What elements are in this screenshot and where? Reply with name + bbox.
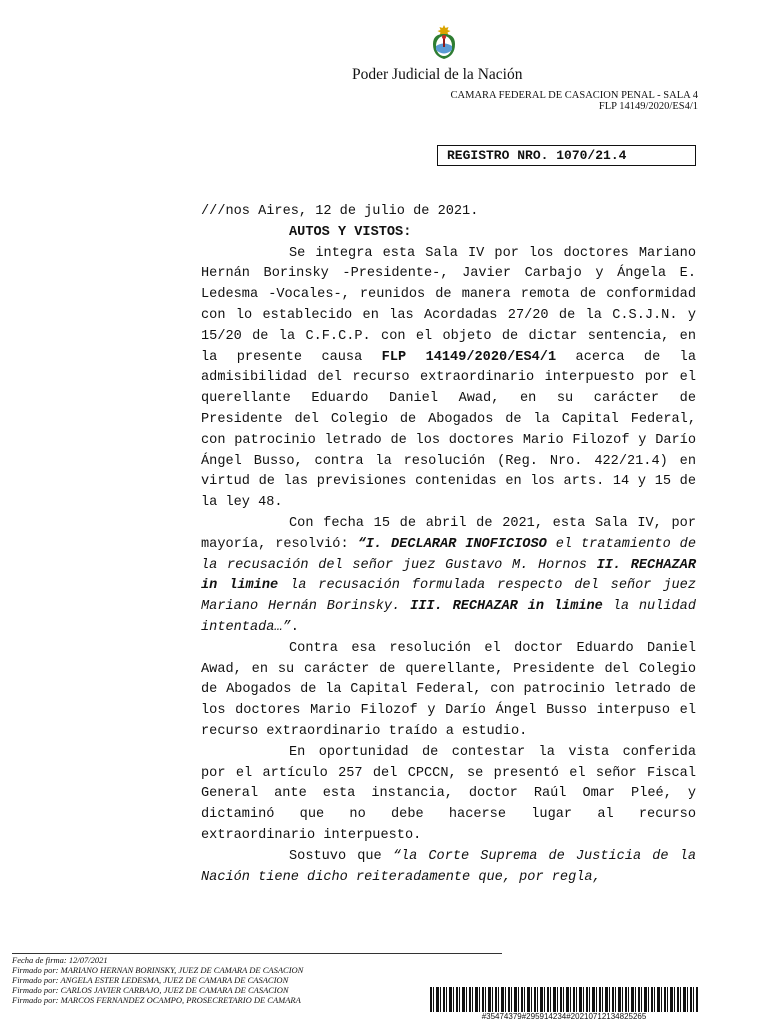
- paragraph-resolution: Con fecha 15 de abril de 2021, esta Sala IV, por mayoría, resolvió: “I. DECLARAR INOFICIOSO el tratamiento de la recusación del señor juez Gustavo M. Hornos II. RECHAZAR in limine la recusación formulada respecto del señor juez Mariano Hernán Borinsky. III. RECHAZAR in limine la nulidad intentada…”.: [201, 515, 696, 635]
- argentina-coat-of-arms-icon: [429, 22, 459, 62]
- paragraph-argument: Sostuvo que “la Corte Suprema de Justicia de la Nación tiene dicho reiteradamente que, por regla,: [201, 848, 696, 885]
- barcode-icon: [430, 987, 698, 1013]
- signer-line: Firmado por: MARCOS FERNANDEZ OCAMPO, PROSECRETARIO DE CAMARA: [12, 995, 301, 1005]
- date-line: ///nos Aires, 12 de julio de 2021.: [201, 204, 479, 219]
- signature-date: Fecha de firma: 12/07/2021: [12, 955, 108, 965]
- signer-line: Firmado por: CARLOS JAVIER CARBAJO, JUEZ DE CAMARA DE CASACION: [12, 985, 289, 995]
- footer-divider: [12, 953, 502, 954]
- paragraph-integration: Se integra esta Sala IV por los doctores Mariano Hernán Borinsky -Presidente-, Javier Carbajo y Ángela E. Ledesma -Vocales-, reunidos de manera remota de conformidad con lo establecido en las Acordadas 27/20 de la C.S.J.N. y 15/20 de la C.F.C.P. con el objeto de dictar sentencia, en la presente causa FLP 14149/2020/ES4/1 acerca de la admisibilidad del recurso extraordinario interpuesto por el querellante Eduardo Daniel Awad, en su carácter de Presidente del Colegio de Abogados de la Capital Federal, con patrocinio letrado de los doctores Mario Filozof y Darío Ángel Busso, contra la resolución (Reg. Nro. 422/21.4) en virtud de las previsiones contenidas en los arts. 14 y 15 de la ley 48.: [201, 245, 696, 511]
- section-heading: AUTOS Y VISTOS:: [289, 224, 412, 240]
- case-code: FLP 14149/2020/ES4/1: [598, 101, 698, 112]
- paragraph-prosecutor: En oportunidad de contestar la vista conferida por el artículo 257 del CPCCN, se presentó el señor Fiscal General ante esta instancia, doctor Raúl Omar Pleé, y dictaminó que no debe hacerse lugar al recurso extraordinario interpuesto.: [201, 744, 696, 843]
- chamber-name: CAMARA FEDERAL DE CASACION PENAL - SALA 4: [450, 90, 698, 101]
- signer-line: Firmado por: ANGELA ESTER LEDESMA, JUEZ DE CAMARA DE CASACION: [12, 975, 289, 985]
- signature-block: [12, 955, 303, 1005]
- registry-number-box: REGISTRO NRO. 1070/21.4: [437, 145, 696, 166]
- barcode-text: #35474379#295914234#20210712134825265: [430, 1012, 698, 1022]
- institution-name: Poder Judicial de la Nación: [352, 66, 523, 83]
- paragraph-appeal: Contra esa resolución el doctor Eduardo Daniel Awad, en su carácter de querellante, Presidente del Colegio de Abogados de la Capital Federal, con patrocinio letrado de los doctores Mario Filozof y Darío Ángel Busso interpuso el recurso extraordinario traído a estudio.: [201, 640, 696, 739]
- signer-line: Firmado por: MARIANO HERNAN BORINSKY, JUEZ DE CAMARA DE CASACION: [12, 965, 304, 975]
- resolution-body: [201, 202, 696, 888]
